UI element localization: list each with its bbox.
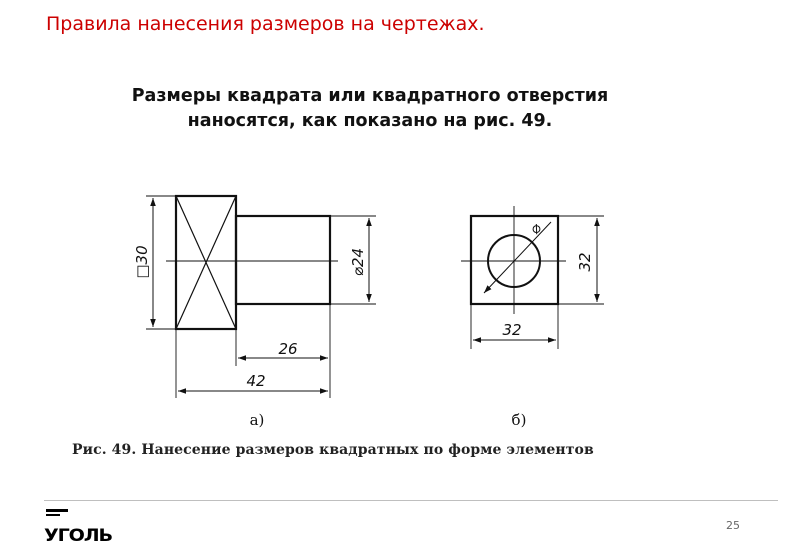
dim-text-shaft: 26 <box>278 340 298 358</box>
company-logo <box>44 508 114 544</box>
footer-divider <box>44 500 778 501</box>
figure-caption: Рис. 49. Нанесение размеров квадратных по форме элементов <box>72 442 594 458</box>
subtitle-line-2: наносятся, как показано на рис. 49. <box>187 111 553 131</box>
subtitle-line-1: Размеры квадрата или квадратного отверстия <box>131 86 609 106</box>
logo-text: УГОЛЬ <box>44 526 113 544</box>
dim-text-square: □30 <box>133 245 151 279</box>
dim-text-height: 32 <box>576 252 594 272</box>
dim-text-diameter-b: ⌀ <box>525 219 546 239</box>
dim-text-diameter-a: ⌀24 <box>349 247 367 277</box>
figure-b-label: б) <box>511 411 527 429</box>
dim-text-width: 32 <box>502 321 522 339</box>
round-shaft <box>236 216 330 304</box>
page-number: 25 <box>726 519 740 532</box>
slide-title: Правила нанесения размеров на чертежах. <box>46 13 485 35</box>
figure-a <box>146 196 376 398</box>
dim-text-total: 42 <box>246 372 266 390</box>
figure-a-label: а) <box>249 411 265 429</box>
